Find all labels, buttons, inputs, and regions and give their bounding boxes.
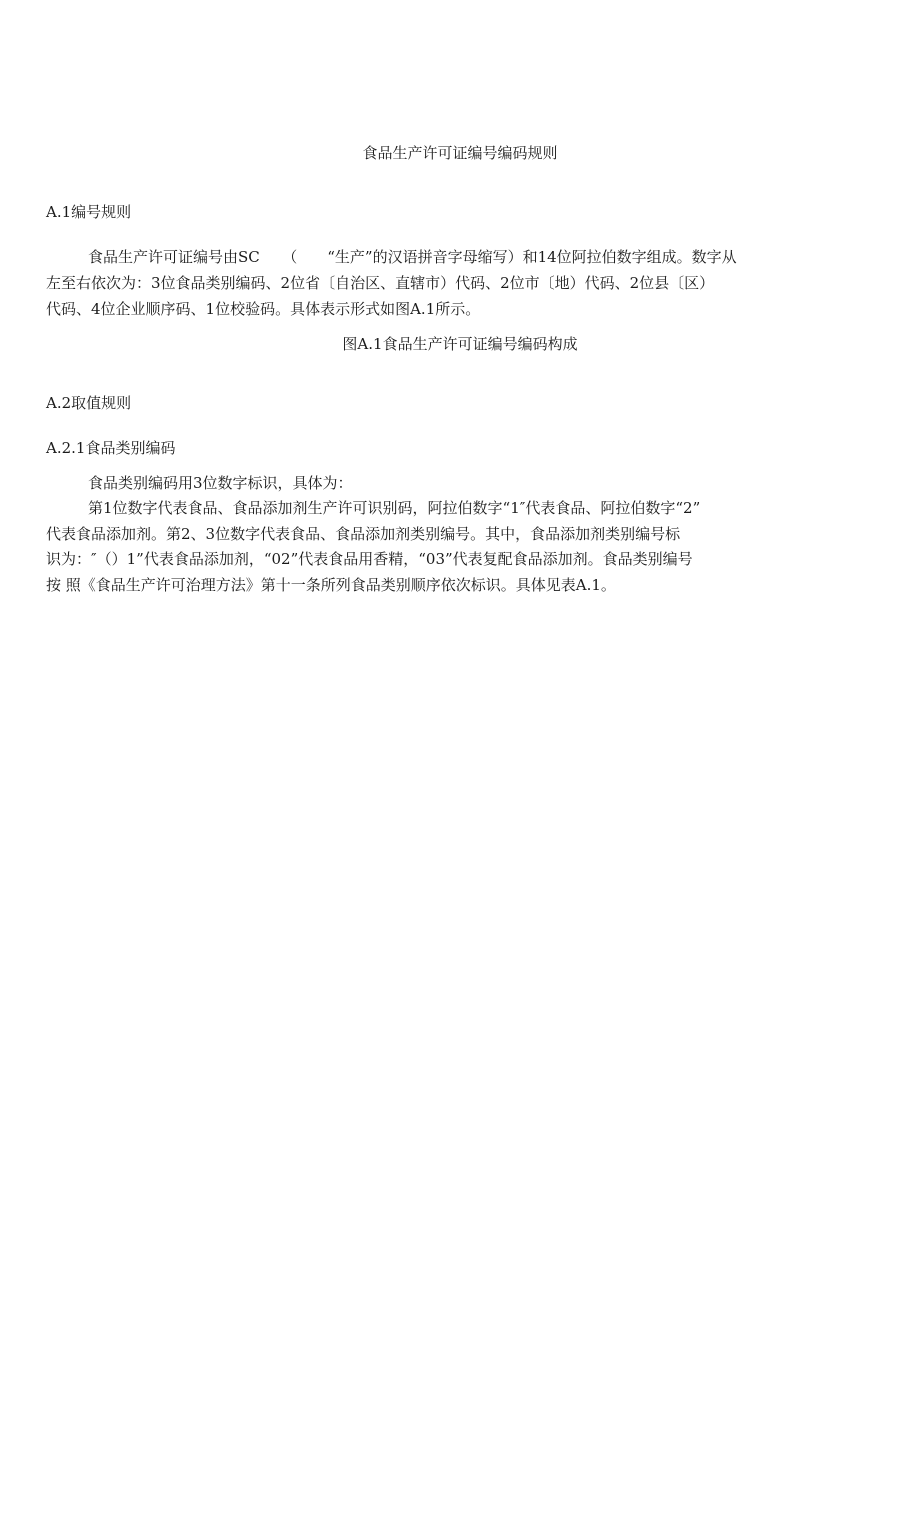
subsection-heading-a21: A.2.1食品类别编码 (46, 439, 176, 457)
paragraph-line: 识为：″（）1”代表食品添加剂，“02”代表食品用香精，“03”代表复配食品添加剂。食品类别编号 (46, 550, 693, 568)
paragraph-line: 按 照《食品生产许可治理方法》第十一条所列食品类别顺序依次标识。具体见表A.1。 (46, 576, 616, 594)
paragraph-line: 代表食品添加剂。第2、3位数字代表食品、食品添加剂类别编号。其中，食品添加剂类别编号标 (46, 525, 681, 543)
paragraph-line: 食品生产许可证编号由SC （ “生产”的汉语拼音字母缩写）和14位阿拉伯数字组成。数字从 (88, 248, 737, 266)
paragraph-line: 第1位数字代表食品、食品添加剂生产许可识别码，阿拉伯数字“1″代表食品、阿拉伯数字“2” (88, 499, 701, 517)
paragraph-line: 代码、4位企业顺序码、1位校验码。具体表示形式如图A.1所示。 (46, 300, 481, 318)
document-title: 食品生产许可证编号编码规则 (362, 144, 558, 162)
section-heading-a1: A.1编号规则 (46, 203, 132, 221)
figure-caption: 图A.1食品生产许可证编号编码构成 (342, 335, 578, 353)
section-heading-a2: A.2取值规则 (46, 394, 132, 412)
paragraph-line: 左至右依次为：3位食品类别编码、2位省〔自治区、直辖市）代码、2位市〔地）代码、2位县〔区） (46, 274, 715, 292)
paragraph-line: 食品类别编码用3位数字标识，具体为： (88, 474, 353, 492)
